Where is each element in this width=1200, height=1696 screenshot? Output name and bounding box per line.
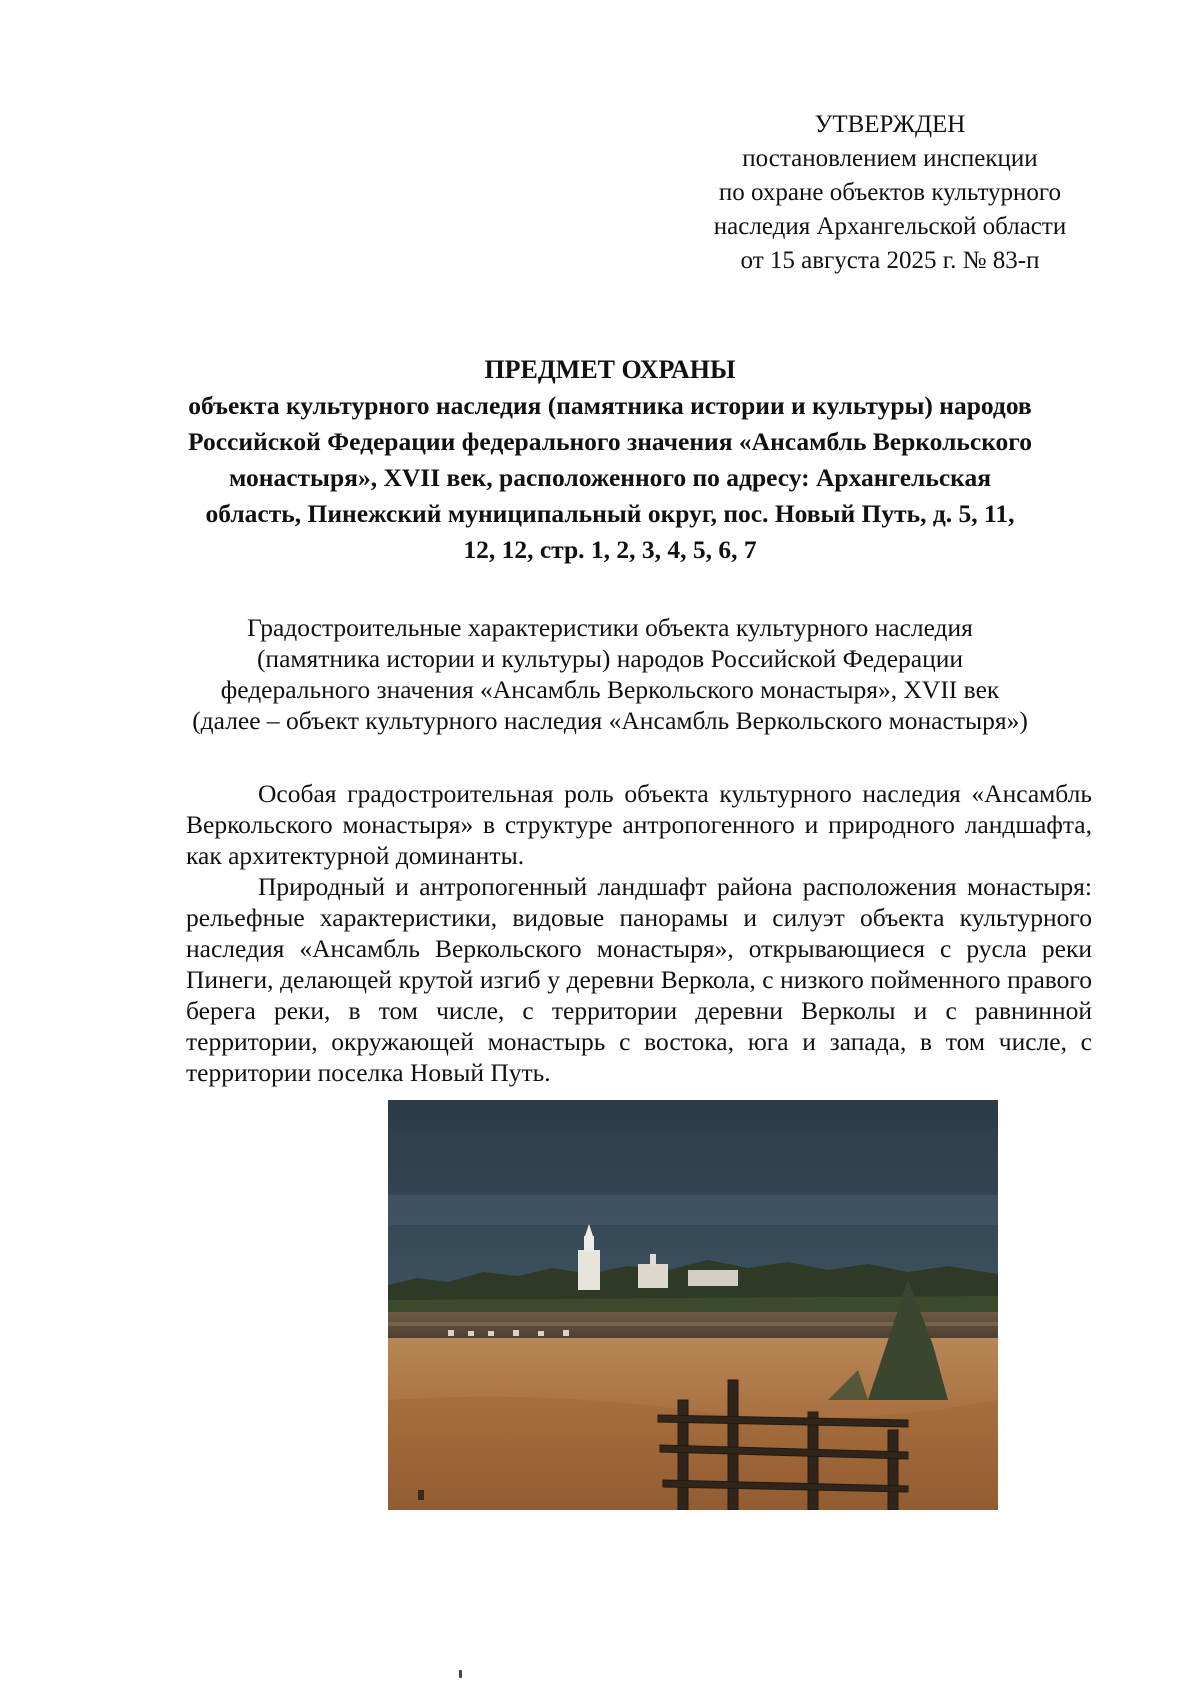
- landscape-photo: [388, 1100, 998, 1510]
- paragraph: Природный и антропогенный ландшафт района расположения монастыря: рельефные характеристики, видовые панорамы и силуэт объекта культурного наследия «Ансамбль Веркольского монастыря», открывающиеся с русла реки Пинеги, делающей крутой изгиб у деревни Веркола, с низкого пойменного правого берега реки, в том числе, с территории деревни Верколы и с равнинной территории, окружающей монастырь с востока, юга и запада, в том числе, с территории поселка Новый Путь.: [186, 872, 1092, 1087]
- subtitle-line: (далее – объект культурного наследия «Ансамбль Веркольского монастыря»): [192, 706, 1028, 735]
- approval-line: УТВЕРЖДЕН: [814, 111, 966, 138]
- document-title: [150, 352, 1070, 568]
- subtitle-line: Градостроительные характеристики объекта культурного наследия: [247, 613, 973, 642]
- body-text: [186, 778, 1092, 1088]
- scan-speck: [459, 1670, 462, 1678]
- approval-stamp: [660, 108, 1120, 278]
- section-heading: [150, 612, 1070, 736]
- subtitle-line: федерального значения «Ансамбль Веркольского монастыря», XVII век: [220, 675, 1000, 704]
- title-line: Российской Федерации федерального значения «Ансамбль Веркольского: [188, 427, 1032, 456]
- approval-line: наследия Архангельской области: [713, 213, 1067, 240]
- title-line: область, Пинежский муниципальный округ, пос. Новый Путь, д. 5, 11,: [205, 499, 1015, 528]
- title-line: 12, 12, стр. 1, 2, 3, 4, 5, 6, 7: [463, 535, 757, 564]
- subtitle-line: (памятника истории и культуры) народов Российской Федерации: [256, 644, 964, 673]
- approval-line: по охране объектов культурного: [718, 179, 1062, 206]
- approval-line: от 15 августа 2025 г. № 83-п: [740, 247, 1040, 274]
- paragraph: Особая градостроительная роль объекта культурного наследия «Ансамбль Веркольского монастыря» в структуре антропогенного и природного ландшафта, как архитектурной доминанты.: [186, 779, 1092, 870]
- title-line: монастыря», XVII век, расположенного по адресу: Архангельская: [228, 463, 991, 492]
- approval-line: постановлением инспекции: [742, 145, 1038, 172]
- title-line: объекта культурного наследия (памятника истории и культуры) народов: [188, 391, 1032, 420]
- main-title: ПРЕДМЕТ ОХРАНЫ: [484, 355, 736, 384]
